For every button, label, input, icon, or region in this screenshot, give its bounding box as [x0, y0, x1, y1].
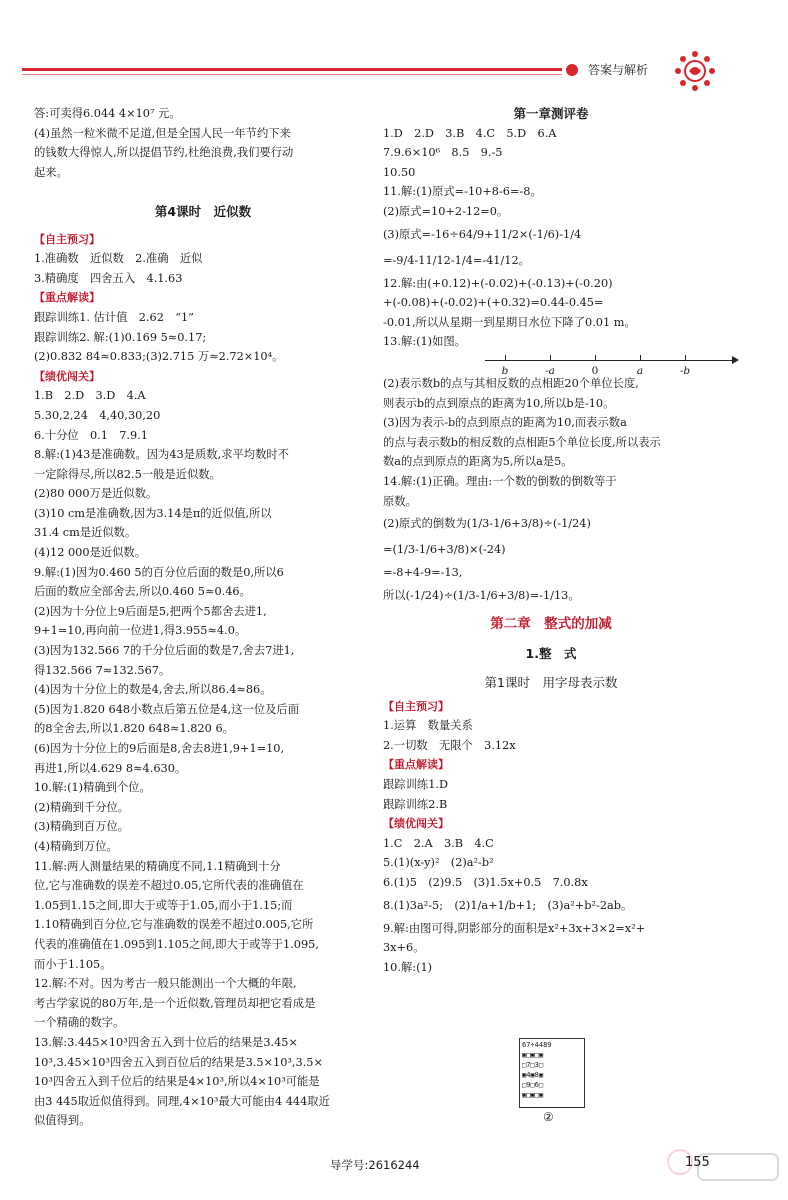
text-line: (3)10 cm是准确数,因为3.14是π的近似值,所以 — [34, 506, 272, 520]
text-line: (4)因为十分位上的数是4,舍去,所以86.4≈86。 — [34, 683, 272, 697]
text-line: 考古学家说的80万年,是一个近似数,管理员却把它看成是 — [34, 996, 316, 1010]
text-line: 3x+6。 — [383, 941, 425, 955]
puzzle-row: □9□6□ — [522, 1081, 544, 1089]
text-line: (3)精确到百万位。 — [34, 820, 130, 834]
guide-number: 导学号:2616244 — [330, 1158, 420, 1172]
text-line: 由3 445取近似值得到。同理,4×10³最大可能由4 444取近 — [34, 1094, 330, 1108]
right-column — [383, 104, 719, 977]
tick-label: a — [636, 364, 644, 377]
text-line: 所以(-1/24)÷(1/3-1/6+3/8)=-1/13。 — [383, 588, 580, 602]
text-line: 似值得到。 — [34, 1114, 91, 1128]
text-line: 后面的数应全部舍去,所以0.460 5≈0.46。 — [34, 585, 251, 599]
text-line: (2)80 000万是近似数。 — [34, 487, 158, 501]
section-tag: 【自主预习】 — [34, 232, 100, 246]
text-line: 6.十分位 0.1 7.9.1 — [34, 428, 148, 442]
text-line: =(1/3-1/6+3/8)×(-24) — [383, 543, 506, 557]
text-line: 原数。 — [383, 494, 417, 508]
text-line: 一个精确的数字。 — [34, 1016, 125, 1030]
text-line: (2)因为十分位上9后面是5,把两个5都舍去进1, — [34, 604, 267, 618]
text-line: 一定除得尽,所以82.5一般是近似数。 — [34, 467, 221, 481]
lesson-title: 第4课时 近似数 — [154, 203, 252, 219]
text-line: 12.解:不对。因为考古一般只能测出一个大概的年限, — [34, 977, 297, 991]
text-line: 代表的准确值在1.095到1.105之间,即大于或等于1.095, — [34, 937, 319, 951]
section-tag: 【绩优闯关】 — [34, 369, 100, 383]
tick — [595, 355, 596, 361]
section-tag: 【重点解读】 — [383, 758, 449, 772]
text-line: 9.解:(1)因为0.460 5的百分位后面的数是0,所以6 — [34, 565, 284, 579]
text-line: 得132.566 7≈132.567。 — [34, 663, 171, 677]
text-line: (3)原式=-16÷64/9+11/2×(-1/6)-1/4 — [383, 227, 582, 241]
text-line: 8.解:(1)43是准确数。因为43是质数,求平均数时不 — [34, 448, 289, 462]
puzzle-row: ▣□▣□▣ — [522, 1091, 544, 1099]
text-line: +(-0.08)+(-0.02)+(+0.32)=0.44-0.45= — [383, 296, 604, 310]
test-title: 第一章测评卷 — [513, 106, 589, 121]
text-line: 跟踪训练2.B — [383, 797, 448, 811]
text-line: 的点与表示数b的相反数的点相距5个单位长度,所以表示 — [383, 435, 661, 449]
text-line: (2)0.832 84≈0.833;(3)2.715 万≈2.72×10⁴。 — [34, 350, 284, 364]
text-line: (6)因为十分位上的9后面是8,舍去8进1,9+1=10, — [34, 742, 285, 755]
tick — [505, 355, 506, 361]
tick-label: -a — [545, 364, 555, 377]
text-line: 13.解:(1)如图。 — [383, 335, 466, 349]
text-line: 31.4 cm是近似数。 — [34, 526, 137, 540]
text-line: 5.30,2,24 4,40,30,20 — [34, 408, 161, 422]
text-line: 9.解:由图可得,阴影部分的面积是x²+3x+3×2=x²+ — [383, 921, 646, 935]
text-line: (2)原式的倒数为(1/3-1/6+3/8)÷(-1/24) — [383, 517, 591, 531]
tick-label: -b — [679, 364, 691, 377]
text-line: 11.解:(1)原式=-10+8-6=-8。 — [383, 185, 542, 199]
figure-label: ② — [543, 1110, 554, 1124]
header-bullet — [566, 64, 578, 76]
text-line: 的钱数大得惊人,所以提倡节约,杜绝浪费,我们要行动 — [34, 146, 294, 160]
text-line: (4)虽然一粒米微不足道,但是全国人民一年节约下来 — [34, 126, 291, 140]
puzzle-row: □7□3□ — [522, 1061, 544, 1069]
text-line: 1.B 2.D 3.D 4.A — [34, 389, 146, 403]
text-line: 13.解:3.445×10³四舍五入到十位后的结果是3.45× — [34, 1035, 298, 1049]
text-line: 10³,3.45×10³四舍五入到百位后的结果是3.5×10³,3.5× — [34, 1055, 323, 1069]
text-line: (4)精确到万位。 — [34, 839, 118, 853]
text-line: 1.10精确到百分位,它与准确数的误差不超过0.005,它所 — [34, 918, 314, 932]
tick-label: 0 — [591, 364, 599, 377]
watermark-icon — [658, 1148, 783, 1196]
text-line: (3)因为132.566 7的千分位后面的数是7,舍去7进1, — [34, 644, 295, 658]
text-line: 位,它与准确数的误差不超过0.05,它所代表的准确值在 — [34, 879, 304, 893]
text-line: 数a的点到原点的距离为5,所以a是5。 — [383, 455, 573, 469]
puzzle-row: 67÷4489 — [522, 1041, 552, 1049]
text-line: 1.准确数 近似数 2.准确 近似 — [34, 252, 203, 266]
text-line: (3)因为表示-b的点到原点的距离为10,而表示数a — [383, 416, 627, 430]
tick — [685, 355, 686, 361]
text-line: 而小于1.105。 — [34, 957, 112, 971]
text-line: 3.精确度 四舍五入 4.1.63 — [34, 271, 183, 285]
text-line: =-9/4-11/12-1/4=-41/12。 — [383, 253, 530, 267]
puzzle-row: ▣4▣8▣ — [522, 1071, 544, 1079]
chapter-title: 第二章 整式的加减 — [490, 615, 612, 632]
text-line: 1.D 2.D 3.B 4.C 5.D 6.A — [383, 126, 557, 140]
section-tag: 【重点解读】 — [34, 291, 100, 305]
text-line: 6.(1)5 (2)9.5 (3)1.5x+0.5 7.0.8x — [383, 876, 588, 890]
text-line: (4)12 000是近似数。 — [34, 546, 147, 560]
text-line: 再进1,所以4.629 8≈4.630。 — [34, 761, 187, 775]
text-line: 8.(1)3a²-5; (2)1/a+1/b+1; (3)a²+b²-2ab。 — [383, 898, 633, 912]
section-tag: 【自主预习】 — [383, 699, 449, 713]
text-line: (5)因为1.820 648小数点后第五位是4,这一位及后面 — [34, 702, 300, 716]
text-line: 10.解:(1)精确到个位。 — [34, 781, 151, 795]
puzzle-row: ▣□▣□▣ — [522, 1051, 544, 1059]
number-line-axis — [485, 360, 735, 361]
number-line-figure — [485, 352, 735, 377]
page-number: 155 — [685, 1155, 710, 1170]
text-line: 10.解:(1) — [383, 960, 433, 974]
text-line: =-8+4-9=-13, — [383, 566, 463, 580]
lesson-title: 第1课时 用字母表示数 — [484, 674, 618, 690]
text-line: 则表示b的点到原点的距离为10,所以b是-10。 — [383, 396, 615, 410]
text-line: 7.9.6×10⁶ 8.5 9.-5 — [383, 146, 503, 160]
text-line: 的8全舍去,所以1.820 648≈1.820 6。 — [34, 722, 234, 736]
flower-logo-icon — [672, 48, 718, 94]
text-line: 1.C 2.A 3.B 4.C — [383, 836, 494, 850]
text-line: -0.01,所以从星期一到星期日水位下降了0.01 m。 — [383, 315, 636, 329]
tick — [640, 355, 641, 361]
text-line: 起来。 — [34, 165, 68, 179]
magic-square-figure — [519, 1038, 585, 1108]
text-line: 10³四舍五入到千位后的结果是4×10³,所以4×10³可能是 — [34, 1075, 320, 1089]
left-column — [34, 104, 372, 1131]
tick-label: b — [501, 364, 509, 377]
text-line: 11.解:两人测量结果的精确度不同,1.1精确到十分 — [34, 859, 281, 873]
spacer — [34, 182, 372, 202]
header-rule — [22, 68, 562, 71]
text-line: 1.运算 数量关系 — [383, 719, 473, 733]
text-line: 9+1=10,再向前一位进1,得3.955≈4.0。 — [34, 624, 247, 638]
text-line: 跟踪训练2. 解:(1)0.169 5≈0.17; — [34, 330, 207, 344]
header-title: 答案与解析 — [588, 63, 649, 77]
text-line: 12.解:由(+0.12)+(-0.02)+(-0.13)+(-0.20) — [383, 276, 613, 290]
text-line: 10.50 — [383, 165, 416, 179]
tick — [550, 355, 551, 361]
section-title: 1.整 式 — [525, 645, 577, 661]
text-line: 14.解:(1)正确。理由:一个数的倒数的倒数等于 — [383, 474, 617, 488]
text-line: 跟踪训练1. 估计值 2.62 “1” — [34, 310, 194, 324]
text-line: (2)精确到千分位。 — [34, 800, 130, 814]
header-rule-thin — [22, 74, 562, 75]
text-line: 1.05到1.15之间,即大于或等于1.05,而小于1.15;而 — [34, 898, 293, 912]
spacer — [34, 222, 372, 230]
text-line: (2)原式=10+2-12=0。 — [383, 204, 509, 218]
arrow-right-icon — [732, 356, 739, 364]
text-line: (2)表示数b的点与其相反数的点相距20个单位长度, — [383, 376, 639, 390]
text-line: 答:可卖得6.044 4×10⁷ 元。 — [34, 107, 181, 120]
text-line: 2.一切数 无限个 3.12x — [383, 738, 516, 752]
section-tag: 【绩优闯关】 — [383, 817, 449, 831]
text-line: 跟踪训练1.D — [383, 778, 449, 792]
text-line: 5.(1)(x-y)² (2)a²-b² — [383, 856, 494, 870]
